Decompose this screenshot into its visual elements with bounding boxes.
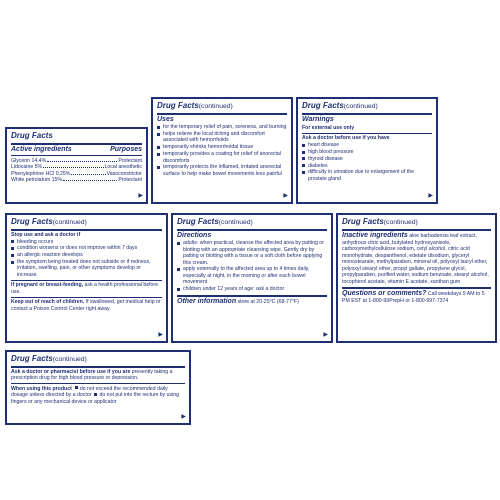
ask-doctor-heading: Ask a doctor before use if you have (302, 135, 390, 142)
ingredient-purpose: Vasoconstrictor (106, 170, 142, 177)
active-ingredient-row (11, 177, 142, 184)
continued-label: (continued) (52, 356, 87, 363)
questions-text: Call weekdays 9 AM to 5 PM EST at 1-800-99PrepH or 1-800-997-7374 (342, 291, 485, 305)
directions-list (177, 240, 327, 293)
panel-warnings (296, 97, 438, 204)
divider (11, 155, 142, 156)
warning-item: diabetes (302, 163, 432, 170)
panel-directions (171, 213, 333, 343)
leader-dots (43, 167, 103, 168)
panel-title: Drug Facts (11, 131, 53, 140)
panel-title-text: Drug Facts (157, 101, 199, 110)
panel-ask-pharmacist (5, 350, 191, 425)
divider (11, 229, 162, 231)
divider (11, 143, 142, 145)
panel-title-text: Drug Facts (342, 217, 384, 226)
stop-use-item: the symptom being treated does not subside or if redness, irritation, swelling, pain, or other symptoms develop or increase (11, 259, 162, 279)
uses-heading: Uses (157, 115, 174, 123)
panel-title (157, 102, 287, 111)
leader-dots (63, 180, 117, 181)
warnings-heading: Warnings (302, 115, 334, 123)
use-item: temporarily protects the inflamed, irritated anorectal surface to help make bowel movements less painful (157, 164, 287, 177)
direction-item: adults: when practical, cleanse the affected area by patting or blotting with an appropriate cleansing wipe. Gently dry by patting or blotting with a tissue or a soft cloth before applying this cream. (177, 240, 327, 266)
continue-arrow-icon: ▶ (428, 193, 433, 199)
warning-item: difficulty in urination due to enlargement of the prostate gland (302, 169, 432, 182)
panel-title-text: Drug Facts (302, 101, 344, 110)
continue-arrow-icon: ▶ (181, 414, 186, 420)
continue-arrow-icon: ▶ (158, 332, 163, 338)
ingredient-purpose: Local anesthetic (104, 164, 142, 171)
continued-label: (continued) (343, 103, 378, 110)
divider (11, 280, 162, 281)
when-using-heading: When using this product (11, 385, 72, 392)
divider (11, 366, 185, 368)
pharmacist-bold: Ask a doctor or pharmacist before use if you are (11, 368, 131, 375)
other-information-text: store at 20-25°C (68-77°F) (236, 298, 299, 305)
pharmacist-warning (11, 369, 185, 382)
direction-item: apply externally to the affected area up to 4 times daily, especially at night, in the morning or after each bowel movement (177, 266, 327, 286)
leader-dots (71, 174, 105, 175)
divider (342, 229, 491, 231)
panel-stop-use (5, 213, 168, 343)
stop-use-item: an allergic reaction develops (11, 252, 162, 259)
divider (157, 113, 287, 115)
panel-title-text: Drug Facts (177, 217, 219, 226)
pregnancy-bold: If pregnant or breast-feeding, (11, 282, 84, 289)
questions-heading: Questions or comments? (342, 290, 427, 298)
other-information (177, 298, 327, 306)
panel-inactive-ingredients (336, 213, 497, 343)
stop-use-heading: Stop use and ask a doctor if (11, 231, 81, 238)
divider (11, 383, 185, 384)
panel-title-text: Drug Facts (11, 354, 53, 363)
divider (302, 113, 432, 115)
questions (342, 290, 491, 305)
pharmacist-text: presently taking a prescription drug for high blood pressure or depression. (11, 368, 173, 382)
ingredient-purpose: Protectant (118, 157, 142, 164)
warning-item: thyroid disease (302, 156, 432, 163)
continued-label: (continued) (198, 103, 233, 110)
stop-use-item: condition worsens or does not improve within 7 days (11, 245, 162, 252)
when-using-item: do not exceed the recommended daily dosage unless directed by a doctor (11, 385, 168, 399)
inactive-ingredients (342, 232, 491, 286)
divider (177, 229, 327, 231)
divider (11, 297, 162, 298)
children-text: If swallowed, get medical help or contact a Poison Control Center right away. (11, 299, 161, 312)
continue-arrow-icon: ▶ (323, 332, 328, 338)
use-item: for the temporary relief of pain, soreness, and burning (157, 124, 287, 131)
stop-use-list (11, 239, 162, 279)
active-header-row (11, 146, 142, 154)
divider (177, 295, 327, 297)
panel-title (11, 218, 162, 227)
panel-active-ingredients (5, 127, 148, 204)
ingredient-name: Glycerin 14.4% (11, 157, 47, 164)
direction-item: children under 12 years of age: ask a doctor (177, 286, 327, 293)
continued-label: (continued) (383, 219, 418, 226)
ingredient-purpose: Protectant (118, 177, 142, 184)
warnings-list (302, 142, 432, 182)
when-using-item: do not put into the rectum by using fingers or any mechanical device or applicator (11, 392, 180, 405)
panel-uses (151, 97, 293, 204)
pregnancy-text: ask a health professional before use. (11, 282, 159, 295)
inactive-ingredients-heading: Inactive ingredients (342, 231, 408, 239)
continued-label: (continued) (52, 219, 87, 226)
inactive-ingredients-text: aloe barbadensis leaf extract, anhydrous citric acid, butylated hydroxyanisole, carboxymethylcellulose sodium, cetyl alcohol, citric acid monohydrate, dexpanthenol, edetate disodium, glyceryl monostearate, methylparaben, mineral oil, polyoxyl lauryl ether, polyoxyl stearyl ether, propyl gallate, propylene glycol, propylparaben, purified water, sodium benzoate, stearyl alcohol, tocopherol acetate, vitamin E acetate, xanthan gum (342, 232, 489, 285)
ingredient-name: Phenylephrine HCl 0.25% (11, 170, 71, 177)
external-use-note: For external use only (302, 124, 355, 131)
other-information-heading: Other information (177, 297, 237, 305)
panel-title (177, 218, 327, 227)
when-using-section (11, 386, 185, 406)
divider (302, 133, 432, 134)
ingredient-name: Lidocaine 5% (11, 164, 43, 171)
ingredient-name: White petrolatum 15% (11, 177, 63, 184)
bullet-icon (75, 386, 78, 389)
divider (342, 287, 491, 289)
directions-heading: Directions (177, 231, 212, 239)
panel-title-text: Drug Facts (11, 217, 53, 226)
use-item: helps relieve the local itching and discomfort associated with hemorrhoids (157, 131, 287, 144)
children-warning (11, 299, 162, 312)
bullet-icon (94, 393, 97, 396)
purposes-heading: Purposes (110, 145, 142, 153)
continue-arrow-icon: ▶ (138, 193, 143, 199)
active-ingredients-heading: Active ingredients (11, 145, 72, 153)
leader-dots (47, 161, 117, 162)
uses-list (157, 124, 287, 177)
children-bold: Keep out of reach of children. (11, 299, 85, 306)
continued-label: (continued) (218, 219, 253, 226)
warning-item: heart disease (302, 142, 432, 149)
use-item: temporarily shrinks hemorrhoidal tissue (157, 144, 287, 151)
pregnancy-warning (11, 282, 162, 295)
panel-title (342, 218, 491, 227)
panel-title (302, 102, 432, 111)
use-item: temporarily provides a coating for relief of anorectal discomforts (157, 151, 287, 164)
continue-arrow-icon: ▶ (283, 193, 288, 199)
warning-item: high blood pressure (302, 149, 432, 156)
panel-title (11, 355, 185, 364)
active-ingredient-list (11, 158, 142, 184)
stop-use-item: bleeding occurs (11, 239, 162, 246)
